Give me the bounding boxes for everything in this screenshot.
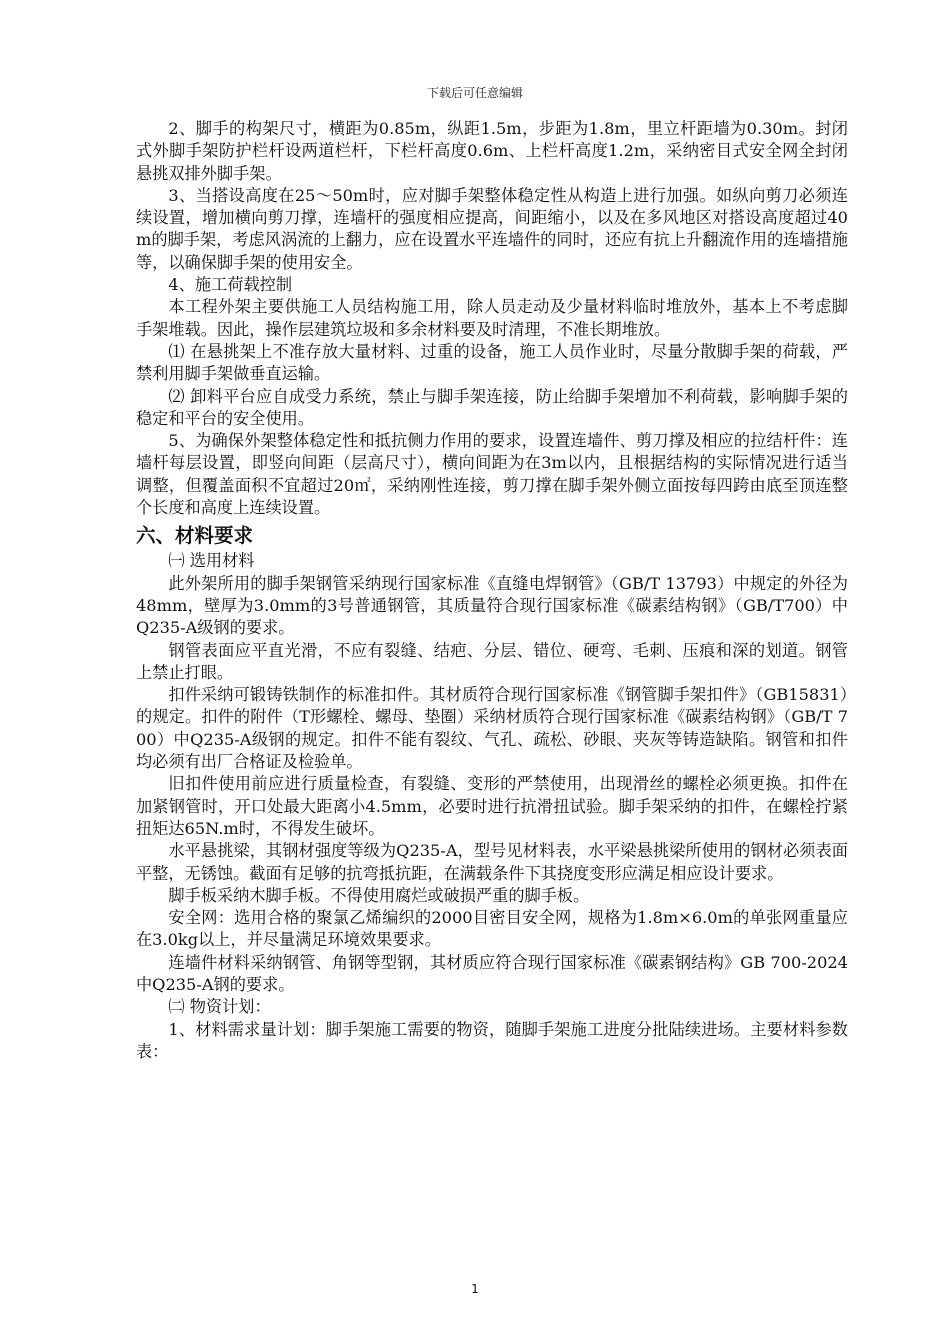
paragraph: 安全网：选用合格的聚氯乙烯编织的2000目密目安全网，规格为1.8m×6.0m的单张网重量应在3.0kg以上，并尽量满足环境效果要求。 <box>136 908 848 950</box>
paragraph: 2、脚手的构架尺寸，横距为0.85m，纵距1.5m，步距为1.8m，里立杆距墙为0.30m。封闭式外脚手架防护栏杆设两道栏杆，下栏杆高度0.6m、上栏杆高度1.2m，采纳密目式安全网全封闭悬挑双排外脚手架。 <box>136 119 848 183</box>
paragraph: 3、当搭设高度在25～50m时，应对脚手架整体稳定性从构造上进行加强。如纵向剪刀必须连续设置，增加横向剪刀撑，连墙杆的强度相应提高，间距缩小，以及在多风地区对搭设高度超过40m的脚手架，考虑风涡流的上翻力，应在设置水平连墙件的同时，还应有抗上升翻流作用的连墙措施等，以确保脚手架的使用安全。 <box>136 185 848 272</box>
page-number: 1 <box>471 1282 479 1296</box>
paragraph: 1、材料需求量计划：脚手架施工需要的物资，随脚手架施工进度分批陆续进场。主要材料参数表： <box>136 1019 848 1061</box>
paragraph: 连墙件材料采纳钢管、角钢等型钢，其材质应符合现行国家标准《碳素钢结构》GB 700-2024中Q235-A钢的要求。 <box>136 952 848 994</box>
section-heading: 六、材料要求 <box>136 524 254 548</box>
paragraph: 扣件采纳可锻铸铁制作的标准扣件。其材质符合现行国家标准《钢管脚手架扣件》（GB15831）的规定。扣件的附件（T形螺栓、螺母、垫圈）采纳材质符合现行国家标准《碳素结构钢》（GB/T 700）中Q235-A级钢的规定。扣件不能有裂纹、气孔、疏松、砂眼、夹灰等铸造缺陷。钢管和扣件均必须有出厂合格证及检验单。 <box>136 685 848 772</box>
document-body <box>136 118 848 1063</box>
paragraph: 水平悬挑梁，其钢材强度等级为Q235-A，型号见材料表，水平梁悬挑梁所使用的钢材必须表面平整，无锈蚀。截面有足够的抗弯抵抗距，在满载条件下其挠度变形应满足相应设计要求。 <box>136 841 848 883</box>
paragraph: 5、为确保外架整体稳定性和抵抗侧力作用的要求，设置连墙件、剪刀撑及相应的拉结杆件：连墙杆每层设置，即竖向间距（层高尺寸），横向间距为在3m以内，且根据结构的实际情况进行适当调整，但覆盖面积不宜超过20㎡，采纳刚性连接，剪刀撑在脚手架外侧立面按每四跨由底至顶连整个长度和高度上连续设置。 <box>136 431 848 518</box>
paragraph: 钢管表面应平直光滑，不应有裂缝、结疤、分层、错位、硬弯、毛刺、压痕和深的划道。钢管上禁止打眼。 <box>136 640 848 682</box>
paragraph: 4、施工荷载控制 <box>168 275 293 295</box>
paragraph: ⑵ 卸料平台应自成受力系统，禁止与脚手架连接，防止给脚手架增加不利荷载，影响脚手架的稳定和平台的安全使用。 <box>136 386 848 428</box>
paragraph: ㈠ 选用材料 <box>168 551 255 571</box>
paragraph: 脚手板采纳木脚手板。不得使用腐烂或破损严重的脚手板。 <box>168 885 590 905</box>
paragraph: 本工程外架主要供施工人员结构施工用，除人员走动及少量材料临时堆放外，基本上不考虑脚手架堆载。因此，操作层建筑垃圾和多余材料要及时清理，不准长期堆放。 <box>136 297 848 339</box>
paragraph: ⑴ 在悬挑架上不准存放大量材料、过重的设备，施工人员作业时，尽量分散脚手架的荷载，严禁利用脚手架做垂直运输。 <box>136 341 848 384</box>
page-header: 下载后可任意编辑 <box>426 86 523 100</box>
paragraph: 此外架所用的脚手架钢管采纳现行国家标准《直缝电焊钢管》（GB/T 13793）中规定的外径为48mm，壁厚为3.0mm的3号普通钢管，其质量符合现行国家标准《碳素结构钢》（GB/T700）中Q235-A级钢的要求。 <box>136 573 848 638</box>
paragraph: 旧扣件使用前应进行质量检查，有裂缝、变形的严禁使用，出现滑丝的螺栓必须更换。扣件在加紧钢管时，开口处最大距离小4.5mm，必要时进行抗滑扭试验。脚手架采纳的扣件，在螺栓拧紧扭矩达65N.m时，不得发生破坏。 <box>136 774 848 838</box>
paragraph: ㈡ 物资计划： <box>168 997 271 1017</box>
